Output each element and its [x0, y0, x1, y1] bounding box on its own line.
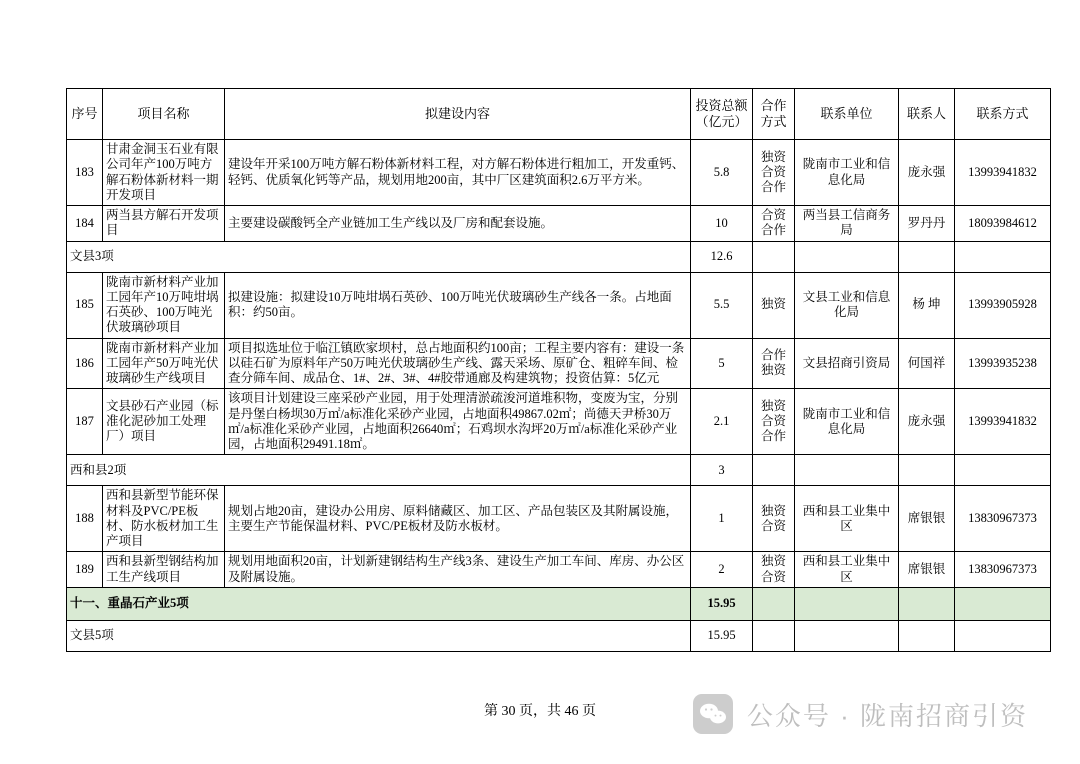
cell-seq: 186: [67, 338, 103, 389]
header-cooperation-mode: [753, 89, 795, 140]
header-investment-line1: 投资总额: [695, 98, 748, 114]
cell-contact-unit: [795, 620, 899, 651]
cell-contact-phone: 18093984612: [955, 206, 1051, 242]
cell-build-content: 建设年开采100万吨方解石粉体新材料工程，对方解石粉体进行粗加工，开发重钙、轻钙、优质氧化钙等产品，规划用地200亩，其中厂区建筑面积2.6万平方米。: [225, 140, 691, 206]
cell-seq: 187: [67, 389, 103, 455]
cell-cooperation-mode: [753, 587, 795, 620]
wechat-icon: [693, 694, 733, 734]
header-coop-line1: 合作: [760, 98, 787, 114]
subtotal-amount: 15.95: [691, 620, 753, 651]
watermark: [693, 694, 1028, 734]
cell-contact-unit: 文县招商引资局: [795, 338, 899, 389]
header-contact-phone: 联系方式: [955, 89, 1051, 140]
cell-investment-amount: 2.1: [691, 389, 753, 455]
section-label: 十一、重晶石产业5项: [67, 587, 691, 620]
cell-contact-person: [899, 455, 955, 486]
cell-contact-phone: 13993941832: [955, 389, 1051, 455]
cell-contact-unit: 西和县工业集中区: [795, 486, 899, 552]
cell-contact-phone: 13993905928: [955, 272, 1051, 338]
cell-contact-unit: [795, 455, 899, 486]
cell-cooperation-mode: 独资合资: [753, 552, 795, 588]
cell-contact-unit: 文县工业和信息化局: [795, 272, 899, 338]
cell-project-name: 西和县新型节能环保材料及PVC/PE板材、防水板材加工生产项目: [103, 486, 225, 552]
table-subtotal-row: [67, 620, 1051, 651]
cell-build-content: 规划占地20亩，建设办公用房、原料储藏区、加工区、产品包装区及其附属设施，主要生产节能保温材料、PVC/PE板材及防水板材。: [225, 486, 691, 552]
watermark-text: 公众号 · 陇南招商引资: [746, 700, 1028, 731]
cell-seq: 184: [67, 206, 103, 242]
page-footer: 第 30 页，共 46 页: [484, 704, 596, 719]
cell-contact-person: 杨 坤: [899, 272, 955, 338]
cell-cooperation-mode: 独资: [753, 272, 795, 338]
cell-cooperation-mode: [753, 241, 795, 272]
cell-cooperation-mode: 合作独资: [753, 338, 795, 389]
cell-contact-unit: [795, 587, 899, 620]
table-row: [67, 140, 1051, 206]
cell-build-content: 主要建设碳酸钙全产业链加工生产线以及厂房和配套设施。: [225, 206, 691, 242]
table-row: [67, 206, 1051, 242]
cell-contact-phone: 13993941832: [955, 140, 1051, 206]
cell-contact-phone: 13830967373: [955, 552, 1051, 588]
cell-cooperation-mode: 独资合资: [753, 486, 795, 552]
cell-project-name: 西和县新型钢结构加工生产线项目: [103, 552, 225, 588]
cell-contact-unit: 陇南市工业和信息化局: [795, 389, 899, 455]
header-contact-unit: 联系单位: [795, 89, 899, 140]
cell-contact-unit: 陇南市工业和信息化局: [795, 140, 899, 206]
cell-cooperation-mode: 独资合资合作: [753, 389, 795, 455]
table-subtotal-row: [67, 455, 1051, 486]
header-investment-amount: [691, 89, 753, 140]
section-amount: 15.95: [691, 587, 753, 620]
cell-investment-amount: 5: [691, 338, 753, 389]
cell-cooperation-mode: [753, 455, 795, 486]
subtotal-label: 西和县2项: [67, 455, 691, 486]
cell-seq: 188: [67, 486, 103, 552]
cell-contact-person: 席银银: [899, 552, 955, 588]
header-coop-line2: 方式: [760, 114, 787, 129]
cell-project-name: 陇南市新材料产业加工园年产50万吨光伏玻璃砂生产线项目: [103, 338, 225, 389]
header-project-name: 项目名称: [103, 89, 225, 140]
cell-contact-person: 罗丹丹: [899, 206, 955, 242]
cell-contact-person: 何国祥: [899, 338, 955, 389]
cell-contact-unit: [795, 241, 899, 272]
table-header-row: [67, 89, 1051, 140]
cell-contact-phone: [955, 587, 1051, 620]
cell-seq: 185: [67, 272, 103, 338]
cell-contact-person: 庞永强: [899, 389, 955, 455]
table-row: [67, 552, 1051, 588]
cell-cooperation-mode: [753, 620, 795, 651]
header-contact-person: 联系人: [899, 89, 955, 140]
table-body: [67, 140, 1051, 652]
cell-cooperation-mode: 合资合作: [753, 206, 795, 242]
cell-investment-amount: 5.5: [691, 272, 753, 338]
cell-project-name: 陇南市新材料产业加工园年产10万吨坩埚石英砂、100万吨光伏玻璃砂项目: [103, 272, 225, 338]
table-row: [67, 338, 1051, 389]
subtotal-amount: 3: [691, 455, 753, 486]
cell-contact-phone: 13993935238: [955, 338, 1051, 389]
cell-cooperation-mode: 独资合资合作: [753, 140, 795, 206]
table-header: [67, 89, 1051, 140]
cell-investment-amount: 5.8: [691, 140, 753, 206]
cell-build-content: 拟建设施：拟建设10万吨坩埚石英砂、100万吨光伏玻璃砂生产线各一条。占地面积：约50亩。: [225, 272, 691, 338]
cell-seq: 183: [67, 140, 103, 206]
cell-contact-unit: 两当县工信商务局: [795, 206, 899, 242]
cell-project-name: 两当县方解石开发项目: [103, 206, 225, 242]
cell-build-content: 项目拟选址位于临江镇欧家坝村，总占地面积约100亩；工程主要内容有：建设一条以硅石矿为原料年产50万吨光伏玻璃砂生产线、露天采场、原矿仓、粗碎车间、检查分筛车间、成品仓、1#、2#、3#、4#胶带通廊及构建筑物；投资估算：5亿元: [225, 338, 691, 389]
cell-investment-amount: 10: [691, 206, 753, 242]
header-build-content: 拟建设内容: [225, 89, 691, 140]
projects-table: [66, 88, 1051, 652]
cell-contact-unit: 西和县工业集中区: [795, 552, 899, 588]
table-subtotal-row: [67, 241, 1051, 272]
cell-contact-person: 席银银: [899, 486, 955, 552]
cell-investment-amount: 1: [691, 486, 753, 552]
cell-contact-phone: [955, 455, 1051, 486]
cell-contact-phone: [955, 620, 1051, 651]
cell-contact-person: [899, 587, 955, 620]
table-row: [67, 389, 1051, 455]
cell-contact-person: 庞永强: [899, 140, 955, 206]
cell-build-content: 该项目计划建设三座采砂产业园，用于处理清淤疏浚河道堆积物，变废为宝，分别是丹堡白杨坝30万㎡/a标准化采砂产业园，占地面积49867.02㎡；尚德天尹桥30万㎡/a标准化采砂产业园，占地面积26640㎡；石鸡坝水沟坪20万㎡/a标准化采砂产业园，占地面积29491.18㎡。: [225, 389, 691, 455]
table-row: [67, 486, 1051, 552]
cell-build-content: 规划用地面积20亩，计划新建钢结构生产线3条、建设生产加工车间、库房、办公区及附属设施。: [225, 552, 691, 588]
subtotal-amount: 12.6: [691, 241, 753, 272]
cell-investment-amount: 2: [691, 552, 753, 588]
subtotal-label: 文县5项: [67, 620, 691, 651]
cell-contact-phone: [955, 241, 1051, 272]
header-seq: 序号: [67, 89, 103, 140]
header-investment-line2: （亿元）: [695, 114, 748, 129]
cell-contact-person: [899, 241, 955, 272]
table-section-row: [67, 587, 1051, 620]
cell-project-name: 文县砂石产业园（标准化泥砂加工处理厂）项目: [103, 389, 225, 455]
cell-contact-person: [899, 620, 955, 651]
subtotal-label: 文县3项: [67, 241, 691, 272]
cell-contact-phone: 13830967373: [955, 486, 1051, 552]
table-row: [67, 272, 1051, 338]
cell-seq: 189: [67, 552, 103, 588]
cell-project-name: 甘肃金洞玉石业有限公司年产100万吨方解石粉体新材料一期开发项目: [103, 140, 225, 206]
